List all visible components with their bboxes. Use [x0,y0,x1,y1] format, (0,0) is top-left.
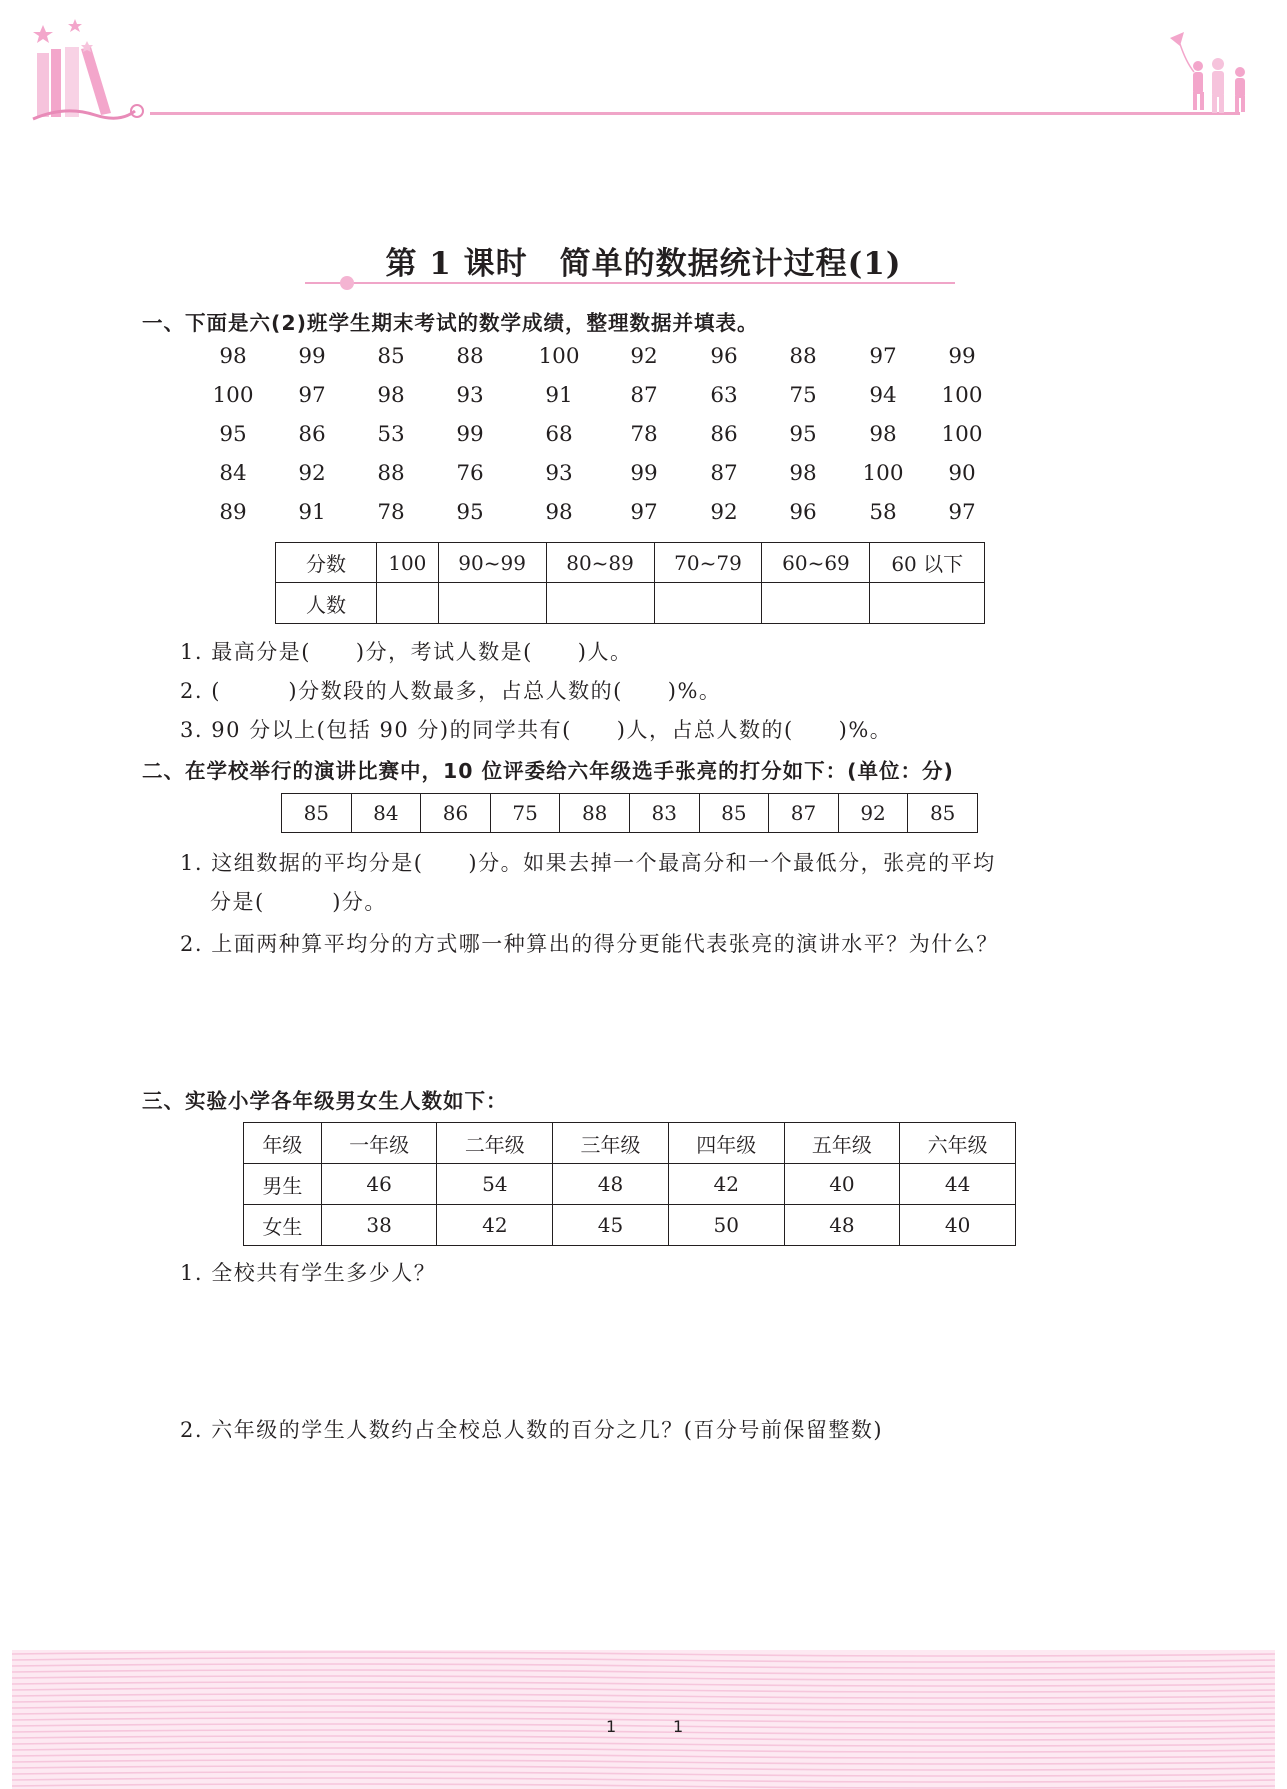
raw-score: 68 [545,422,573,447]
range-cell: 70~79 [654,543,762,583]
judge-score-cell: 87 [769,794,839,833]
raw-score: 97 [948,500,976,525]
section3-question-1: 1. 全校共有学生多少人？ [180,1261,437,1285]
girls-count-cell: 48 [784,1205,900,1246]
raw-score: 92 [298,461,326,486]
raw-score: 84 [219,461,247,486]
grade-header-cell: 二年级 [437,1123,553,1164]
judge-score-cell: 85 [282,794,352,833]
raw-score: 98 [545,500,573,525]
judge-score-table [281,793,978,833]
section1-question-1: 1. 最高分是( )分，考试人数是( )人。 [180,640,633,664]
footer-striped-band [12,1650,1275,1789]
section2-heading: 二、在学校举行的演讲比赛中，10 位评委给六年级选手张亮的打分如下：(单位：分) [142,759,954,783]
raw-score: 76 [456,461,484,486]
raw-score: 98 [869,422,897,447]
judge-score-cell: 85 [699,794,769,833]
raw-score: 96 [710,344,738,369]
raw-score: 95 [219,422,247,447]
raw-score: 97 [298,383,326,408]
grade-gender-table [243,1122,1016,1246]
raw-score: 100 [212,383,254,408]
raw-score: 100 [941,383,983,408]
count-input-cell[interactable] [438,583,546,624]
girls-count-cell: 40 [900,1205,1016,1246]
raw-score: 98 [219,344,247,369]
raw-score: 95 [789,422,817,447]
title-underline [305,282,955,284]
section3-question-2: 2. 六年级的学生人数约占全校总人数的百分之几？(百分号前保留整数) [180,1418,884,1442]
raw-score: 86 [710,422,738,447]
boys-count-cell: 42 [668,1164,784,1205]
raw-score: 92 [630,344,658,369]
judge-score-cell: 88 [560,794,630,833]
range-cell: 60 以下 [870,543,985,583]
count-input-cell[interactable] [377,583,439,624]
raw-score: 98 [377,383,405,408]
girls-count-cell: 38 [321,1205,437,1246]
raw-score: 87 [630,383,658,408]
title-dot-ornament [340,276,354,290]
raw-score: 99 [948,344,976,369]
section2-question-2: 2. 上面两种算平均分的方式哪一种算出的得分更能代表张亮的演讲水平？为什么？ [180,932,999,956]
header-divider [150,112,1240,115]
raw-score: 85 [377,344,405,369]
section1-question-2: 2. ( )分数段的人数最多，占总人数的( )%。 [180,679,722,703]
judge-score-cell: 75 [490,794,560,833]
score-label-cell: 分数 [276,543,377,583]
raw-score: 89 [219,500,247,525]
range-cell: 60~69 [762,543,870,583]
raw-score: 78 [377,500,405,525]
judge-score-cell: 84 [351,794,421,833]
raw-score: 100 [941,422,983,447]
grade-header-cell: 六年级 [900,1123,1016,1164]
raw-score: 100 [862,461,904,486]
girls-count-cell: 45 [553,1205,669,1246]
raw-score: 58 [869,500,897,525]
count-input-cell[interactable] [546,583,654,624]
judge-score-cell: 83 [629,794,699,833]
raw-score: 100 [538,344,580,369]
girls-count-cell: 42 [437,1205,553,1246]
raw-score: 97 [869,344,897,369]
raw-score: 88 [789,344,817,369]
judge-score-cell: 85 [908,794,978,833]
count-input-cell[interactable] [762,583,870,624]
grade-header-cell: 五年级 [784,1123,900,1164]
raw-score: 91 [545,383,573,408]
raw-score: 93 [456,383,484,408]
grade-header-label: 年级 [244,1123,322,1164]
section2-question-1: 1. 这组数据的平均分是( )分。如果去掉一个最高分和一个最低分，张亮的平均 [180,851,996,875]
boys-count-cell: 40 [784,1164,900,1205]
section1-question-3: 3. 90 分以上(包括 90 分)的同学共有( )人，占总人数的( )%。 [180,718,893,742]
page-number-left: 1 [606,1717,617,1736]
raw-score: 99 [630,461,658,486]
raw-score: 91 [298,500,326,525]
count-input-cell[interactable] [870,583,985,624]
boys-label-cell: 男生 [244,1164,322,1205]
raw-score: 88 [377,461,405,486]
range-cell: 90~99 [438,543,546,583]
section3-heading: 三、实验小学各年级男女生人数如下： [142,1089,508,1113]
range-cell: 100 [377,543,439,583]
range-cell: 80~89 [546,543,654,583]
raw-score: 96 [789,500,817,525]
count-input-cell[interactable] [654,583,762,624]
score-range-table [275,542,985,624]
section2-question-1-cont: 分是( )分。 [210,890,387,914]
raw-score: 78 [630,422,658,447]
judge-score-cell: 86 [421,794,491,833]
header-books-ornament [25,15,155,130]
raw-score: 94 [869,383,897,408]
girls-count-cell: 50 [668,1205,784,1246]
boys-count-cell: 46 [321,1164,437,1205]
raw-score: 97 [630,500,658,525]
grade-header-cell: 三年级 [553,1123,669,1164]
page-number-right: 1 [673,1717,684,1736]
raw-score: 92 [710,500,738,525]
boys-count-cell: 54 [437,1164,553,1205]
raw-score: 63 [710,383,738,408]
page-title: 第 1 课时 简单的数据统计过程(1) [385,246,902,282]
raw-score: 99 [456,422,484,447]
boys-count-cell: 48 [553,1164,669,1205]
raw-score: 99 [298,344,326,369]
girls-label-cell: 女生 [244,1205,322,1246]
raw-score: 86 [298,422,326,447]
raw-score: 95 [456,500,484,525]
raw-score: 53 [377,422,405,447]
section1-heading: 一、下面是六(2)班学生期末考试的数学成绩，整理数据并填表。 [142,311,759,335]
boys-count-cell: 44 [900,1164,1016,1205]
header-children-kite-ornament [1160,32,1255,117]
raw-score: 87 [710,461,738,486]
raw-score: 93 [545,461,573,486]
raw-score: 98 [789,461,817,486]
count-label-cell: 人数 [276,583,377,624]
grade-header-cell: 四年级 [668,1123,784,1164]
raw-score: 88 [456,344,484,369]
raw-score: 75 [789,383,817,408]
raw-score: 90 [948,461,976,486]
grade-header-cell: 一年级 [321,1123,437,1164]
judge-score-cell: 92 [838,794,908,833]
